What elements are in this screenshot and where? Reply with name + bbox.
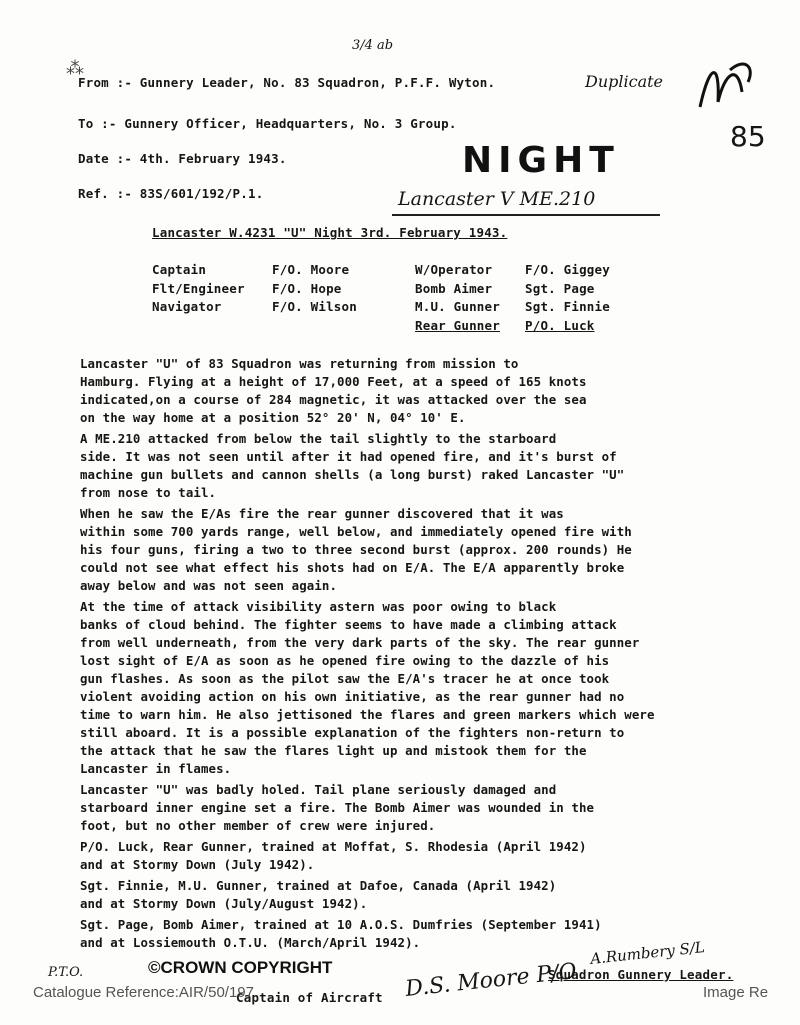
body-line: the attack that he saw the flares light up and mistook them for the bbox=[80, 743, 587, 758]
body-line: machine gun bullets and cannon shells (a long burst) raked Lancaster "U" bbox=[80, 467, 625, 482]
body-line: Lancaster "U" of 83 Squadron was returning from mission to bbox=[80, 356, 519, 371]
body-line: violent avoiding action on his own initiative, as the rear gunner had no bbox=[80, 689, 625, 704]
crew-role-captain: Captain bbox=[152, 262, 207, 277]
pto-annotation: P.T.O. bbox=[48, 965, 84, 980]
body-line: on the way home at a position 52° 20' N, 04° 10' E. bbox=[80, 410, 466, 425]
crew-name-captain: F/O. Moore bbox=[272, 262, 350, 277]
report-title: Lancaster W.4231 "U" Night 3rd. February 1943. bbox=[152, 225, 508, 240]
body-line: could not see what effect his shots had on E/A. The E/A apparently broke bbox=[80, 560, 625, 575]
body-line: indicated,on a course of 284 magnetic, it was attacked over the sea bbox=[80, 392, 587, 407]
crew-role-engineer: Flt/Engineer bbox=[152, 281, 245, 296]
image-reference: Image Re bbox=[703, 984, 769, 1001]
captain-signature: D.S. Moore P/O bbox=[404, 959, 578, 1002]
crew-role-navigator: Navigator bbox=[152, 299, 222, 314]
body-line: his four guns, firing a two to three second burst (approx. 200 rounds) He bbox=[80, 542, 632, 557]
body-line: away below and was not seen again. bbox=[80, 578, 338, 593]
to-line: To :- Gunnery Officer, Headquarters, No. 3 Group. bbox=[78, 116, 457, 131]
crew-role-mu-gunner: M.U. Gunner bbox=[415, 299, 500, 314]
body-line: and at Lossiemouth O.T.U. (March/April 1942). bbox=[80, 935, 421, 950]
initials-mark-icon bbox=[690, 52, 760, 122]
night-stamp: NIGHT bbox=[462, 140, 620, 181]
body-line: A ME.210 attacked from below the tail slightly to the starboard bbox=[80, 431, 557, 446]
body-line: Sgt. Page, Bomb Aimer, trained at 10 A.O.S. Dumfries (September 1941) bbox=[80, 917, 602, 932]
crown-copyright: ©CROWN COPYRIGHT bbox=[148, 958, 333, 977]
squadron-leader-title: Squadron Gunnery Leader. bbox=[548, 967, 734, 982]
crew-role-operator: W/Operator bbox=[415, 262, 493, 277]
aircraft-annotation: Lancaster V ME.210 bbox=[398, 188, 596, 210]
crew-name-rear-gunner: P/O. Luck bbox=[525, 318, 595, 333]
body-line: foot, but no other member of crew were injured. bbox=[80, 818, 436, 833]
body-line: still aboard. It is a possible explanation of the fighters non-return to bbox=[80, 725, 625, 740]
crew-name-navigator: F/O. Wilson bbox=[272, 299, 357, 314]
crew-name-bomb-aimer: Sgt. Page bbox=[525, 281, 595, 296]
body-line: side. It was not seen until after it had opened fire, and it's burst of bbox=[80, 449, 617, 464]
body-line: Lancaster "U" was badly holed. Tail plane seriously damaged and bbox=[80, 782, 557, 797]
body-line: At the time of attack visibility astern was poor owing to black bbox=[80, 599, 557, 614]
aircraft-annotation-underline bbox=[392, 214, 660, 216]
body-line: Hamburg. Flying at a height of 17,000 Feet, at a speed of 165 knots bbox=[80, 374, 587, 389]
top-handwritten-note: 3/4 ab bbox=[352, 38, 394, 53]
body-line: Sgt. Finnie, M.U. Gunner, trained at Dafoe, Canada (April 1942) bbox=[80, 878, 557, 893]
crew-role-bomb-aimer: Bomb Aimer bbox=[415, 281, 493, 296]
page-number: 85 bbox=[730, 120, 766, 153]
body-line: and at Stormy Down (July/August 1942). bbox=[80, 896, 368, 911]
body-line: time to warn him. He also jettisoned the flares and green markers which were bbox=[80, 707, 655, 722]
body-line: Lancaster in flames. bbox=[80, 761, 232, 776]
body-line: When he saw the E/As fire the rear gunner discovered that it was bbox=[80, 506, 564, 521]
from-line: From :- Gunnery Leader, No. 83 Squadron, P.F.F. Wyton. bbox=[78, 75, 496, 90]
body-line: within some 700 yards range, well below, and immediately opened fire with bbox=[80, 524, 632, 539]
leader-signature: A.Rumbery S/L bbox=[589, 938, 706, 968]
body-line: and at Stormy Down (July 1942). bbox=[80, 857, 315, 872]
body-line: from nose to tail. bbox=[80, 485, 217, 500]
body-line: starboard inner engine set a fire. The Bomb Aimer was wounded in the bbox=[80, 800, 595, 815]
body-line: from well underneath, from the very dark parts of the sky. The rear gunner bbox=[80, 635, 640, 650]
body-line: P/O. Luck, Rear Gunner, trained at Moffat, S. Rhodesia (April 1942) bbox=[80, 839, 587, 854]
punch-mark: ⁂ bbox=[66, 58, 84, 79]
date-line: Date :- 4th. February 1943. bbox=[78, 151, 287, 166]
body-line: gun flashes. As soon as the pilot saw the E/A's tracer he at once took bbox=[80, 671, 610, 686]
crew-name-engineer: F/O. Hope bbox=[272, 281, 342, 296]
crew-name-operator: F/O. Giggey bbox=[525, 262, 610, 277]
catalogue-reference: Catalogue Reference:AIR/50/197 bbox=[33, 984, 254, 1001]
crew-role-rear-gunner: Rear Gunner bbox=[415, 318, 500, 333]
body-line: banks of cloud behind. The fighter seems to have made a climbing attack bbox=[80, 617, 617, 632]
crew-name-mu-gunner: Sgt. Finnie bbox=[525, 299, 610, 314]
reference-line: Ref. :- 83S/601/192/P.1. bbox=[78, 186, 264, 201]
body-line: lost sight of E/A as soon as he opened fire owing to the dazzle of his bbox=[80, 653, 610, 668]
duplicate-annotation: Duplicate bbox=[585, 72, 664, 91]
captain-title: Captain of Aircraft bbox=[236, 990, 383, 1005]
